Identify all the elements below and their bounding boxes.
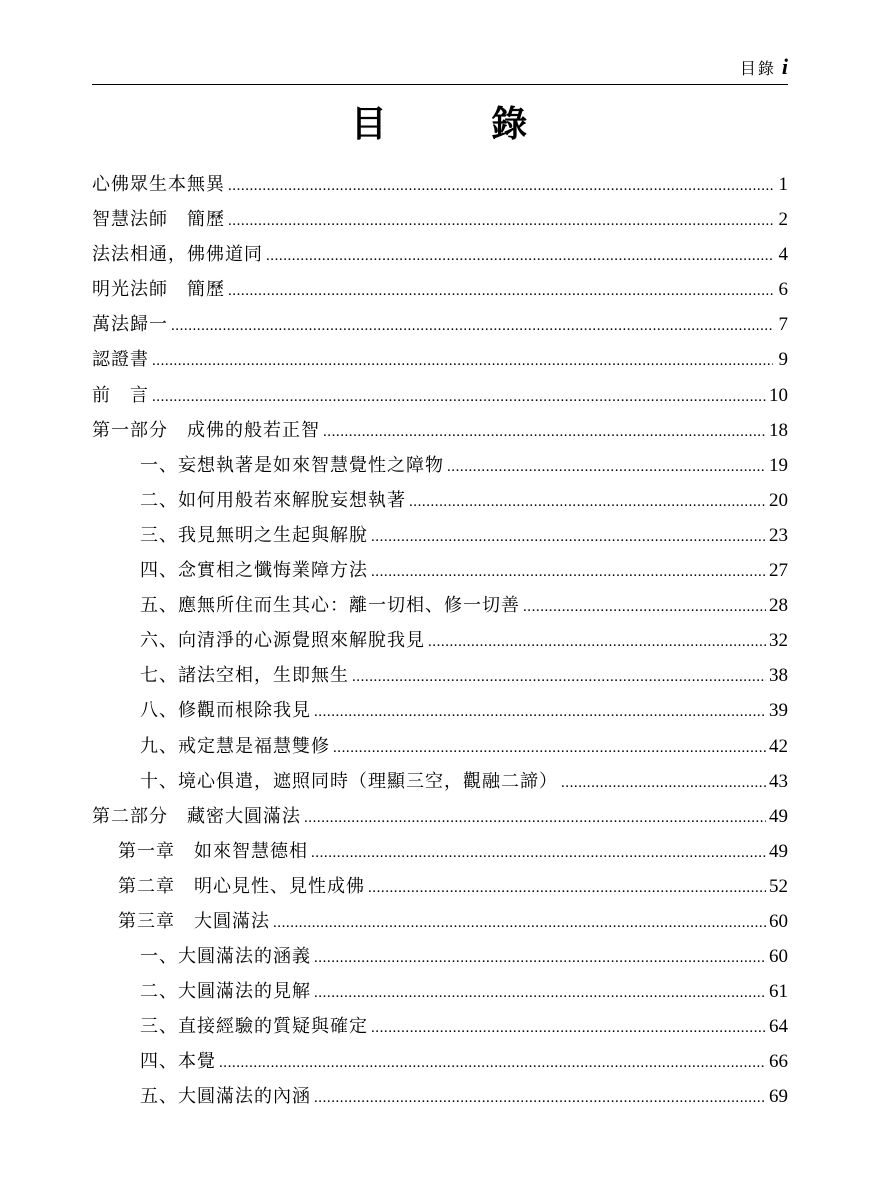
toc-entry[interactable] bbox=[92, 205, 788, 240]
toc-entry[interactable] bbox=[92, 1047, 788, 1082]
toc-entry[interactable] bbox=[92, 591, 788, 626]
toc-entry-page-number: 20 bbox=[769, 489, 788, 511]
toc-entry-page-number: 38 bbox=[769, 665, 788, 687]
toc-entry-title: 第一部分 成佛的般若正智 bbox=[92, 419, 320, 441]
toc-entry-page-number: 7 bbox=[778, 314, 788, 336]
toc-dot-leader bbox=[273, 915, 766, 932]
toc-dot-leader bbox=[561, 775, 766, 792]
toc-entry-title: 智慧法師 簡歷 bbox=[92, 209, 225, 231]
toc-entry[interactable] bbox=[92, 661, 788, 696]
toc-dot-leader bbox=[314, 985, 766, 1002]
toc-entry-page-number: 52 bbox=[769, 875, 788, 897]
toc-entry-page-number: 43 bbox=[769, 770, 788, 792]
toc-dot-leader bbox=[304, 810, 766, 827]
toc-entry[interactable] bbox=[92, 696, 788, 731]
toc-dot-leader bbox=[371, 564, 766, 581]
toc-entry-page-number: 4 bbox=[778, 244, 788, 266]
toc-dot-leader bbox=[409, 494, 766, 511]
toc-entry-page-number: 1 bbox=[778, 174, 788, 195]
toc-entry-page-number: 6 bbox=[778, 279, 788, 301]
toc-entry-title: 一、大圓滿法的涵義 bbox=[140, 946, 311, 968]
toc-entry[interactable] bbox=[92, 907, 788, 942]
toc-entry[interactable] bbox=[92, 802, 788, 837]
toc-dot-leader bbox=[371, 1020, 766, 1037]
toc-entry-page-number: 60 bbox=[769, 910, 788, 932]
toc-dot-leader bbox=[428, 634, 766, 651]
toc-entry-page-number: 27 bbox=[769, 560, 788, 582]
running-header-text: 目錄 bbox=[739, 59, 776, 78]
toc-dot-leader bbox=[352, 669, 766, 686]
toc-entry[interactable] bbox=[92, 1012, 788, 1047]
toc-dot-leader bbox=[368, 880, 766, 897]
toc-entry-title: 一、妄想執著是如來智慧覺性之障物 bbox=[140, 454, 444, 476]
toc-entry-page-number: 42 bbox=[769, 735, 788, 757]
toc-entry-page-number: 64 bbox=[769, 1016, 788, 1038]
toc-dot-leader bbox=[314, 1090, 766, 1107]
toc-dot-leader bbox=[219, 1055, 766, 1072]
toc-entry-title: 第一章 如來智慧德相 bbox=[118, 840, 308, 862]
toc-entry-page-number: 49 bbox=[769, 840, 788, 862]
toc-entry-page-number: 32 bbox=[769, 630, 788, 652]
toc-dot-leader bbox=[228, 178, 773, 195]
page-title: 目 錄 bbox=[350, 103, 574, 145]
running-header-page-number: i bbox=[781, 54, 788, 79]
toc-entry-title: 八、修觀而根除我見 bbox=[140, 700, 311, 722]
toc-entry-title: 明光法師 簡歷 bbox=[92, 279, 225, 301]
running-header bbox=[92, 54, 788, 80]
toc-dot-leader bbox=[266, 248, 773, 265]
toc-dot-leader bbox=[152, 389, 766, 406]
toc-entry-title: 第二章 明心見性、見性成佛 bbox=[118, 875, 365, 897]
toc-entry[interactable] bbox=[92, 170, 788, 205]
toc-entry-page-number: 61 bbox=[769, 981, 788, 1003]
toc-dot-leader bbox=[371, 529, 766, 546]
toc-entry[interactable] bbox=[92, 275, 788, 310]
toc-dot-leader bbox=[323, 424, 766, 441]
toc-entry[interactable] bbox=[92, 416, 788, 451]
header-rule bbox=[92, 84, 788, 85]
toc-entry-page-number: 66 bbox=[769, 1051, 788, 1073]
toc-entry-page-number: 49 bbox=[769, 805, 788, 827]
toc-entry-title: 五、大圓滿法的內涵 bbox=[140, 1086, 311, 1108]
toc-dot-leader bbox=[523, 599, 766, 616]
toc-entry-title: 前 言 bbox=[92, 384, 149, 406]
toc-entry[interactable] bbox=[92, 345, 788, 380]
toc-entry-page-number: 2 bbox=[778, 209, 788, 231]
toc-entry[interactable] bbox=[92, 486, 788, 521]
toc-entry-page-number: 9 bbox=[778, 349, 788, 371]
toc-entry-title: 萬法歸一 bbox=[92, 314, 168, 336]
toc-entry-title: 二、如何用般若來解脫妄想執著 bbox=[140, 489, 406, 511]
toc-entry-title: 三、我見無明之生起與解脫 bbox=[140, 524, 368, 546]
toc-entry-title: 七、諸法空相，生即無生 bbox=[140, 665, 349, 687]
toc-entry-title: 九、戒定慧是福慧雙修 bbox=[140, 735, 330, 757]
toc-entry[interactable] bbox=[92, 310, 788, 345]
toc-entry[interactable] bbox=[92, 626, 788, 661]
toc-entry-title: 認證書 bbox=[92, 349, 149, 371]
toc-dot-leader bbox=[314, 950, 766, 967]
toc-dot-leader bbox=[447, 459, 766, 476]
toc-entry[interactable] bbox=[92, 240, 788, 275]
toc-entry[interactable] bbox=[92, 872, 788, 907]
toc-entry-page-number: 10 bbox=[769, 384, 788, 406]
toc-dot-leader bbox=[311, 845, 766, 862]
toc-entry[interactable] bbox=[92, 1082, 788, 1117]
toc-entry[interactable] bbox=[92, 942, 788, 977]
toc-dot-leader bbox=[171, 318, 773, 335]
toc-entry-page-number: 69 bbox=[769, 1086, 788, 1108]
toc-entry[interactable] bbox=[92, 977, 788, 1012]
toc-dot-leader bbox=[333, 740, 766, 757]
table-of-contents bbox=[92, 170, 788, 1118]
toc-entry[interactable] bbox=[92, 451, 788, 486]
toc-entry-page-number: 39 bbox=[769, 700, 788, 722]
toc-entry-title: 第二部分 藏密大圓滿法 bbox=[92, 805, 301, 827]
toc-entry-title: 五、應無所住而生其心：離一切相、修一切善 bbox=[140, 595, 520, 617]
toc-entry[interactable] bbox=[92, 556, 788, 591]
toc-dot-leader bbox=[314, 704, 766, 721]
toc-entry-title: 四、本覺 bbox=[140, 1051, 216, 1073]
toc-entry-title: 六、向清淨的心源覺照來解脫我見 bbox=[140, 630, 425, 652]
toc-entry-title: 四、念實相之懺悔業障方法 bbox=[140, 560, 368, 582]
toc-entry-page-number: 23 bbox=[769, 524, 788, 546]
toc-entry[interactable] bbox=[92, 521, 788, 556]
toc-entry-title: 心佛眾生本無異 bbox=[92, 174, 225, 195]
toc-entry-page-number: 60 bbox=[769, 946, 788, 968]
toc-dot-leader bbox=[228, 283, 773, 300]
toc-entry[interactable] bbox=[92, 767, 788, 802]
toc-entry-page-number: 19 bbox=[769, 454, 788, 476]
toc-entry[interactable] bbox=[92, 381, 788, 416]
toc-entry-title: 法法相通，佛佛道同 bbox=[92, 244, 263, 266]
toc-entry[interactable] bbox=[92, 732, 788, 767]
toc-dot-leader bbox=[228, 213, 773, 230]
toc-entry-title: 二、大圓滿法的見解 bbox=[140, 981, 311, 1003]
toc-entry-title: 第三章 大圓滿法 bbox=[118, 910, 270, 932]
toc-entry-title: 十、境心俱遣，遮照同時（理顯三空，觀融二諦） bbox=[140, 770, 558, 792]
toc-entry-title: 三、直接經驗的質疑與確定 bbox=[140, 1016, 368, 1038]
toc-dot-leader bbox=[152, 353, 773, 370]
toc-entry[interactable] bbox=[92, 837, 788, 872]
toc-entry-page-number: 18 bbox=[769, 419, 788, 441]
toc-entry-page-number: 28 bbox=[769, 595, 788, 617]
